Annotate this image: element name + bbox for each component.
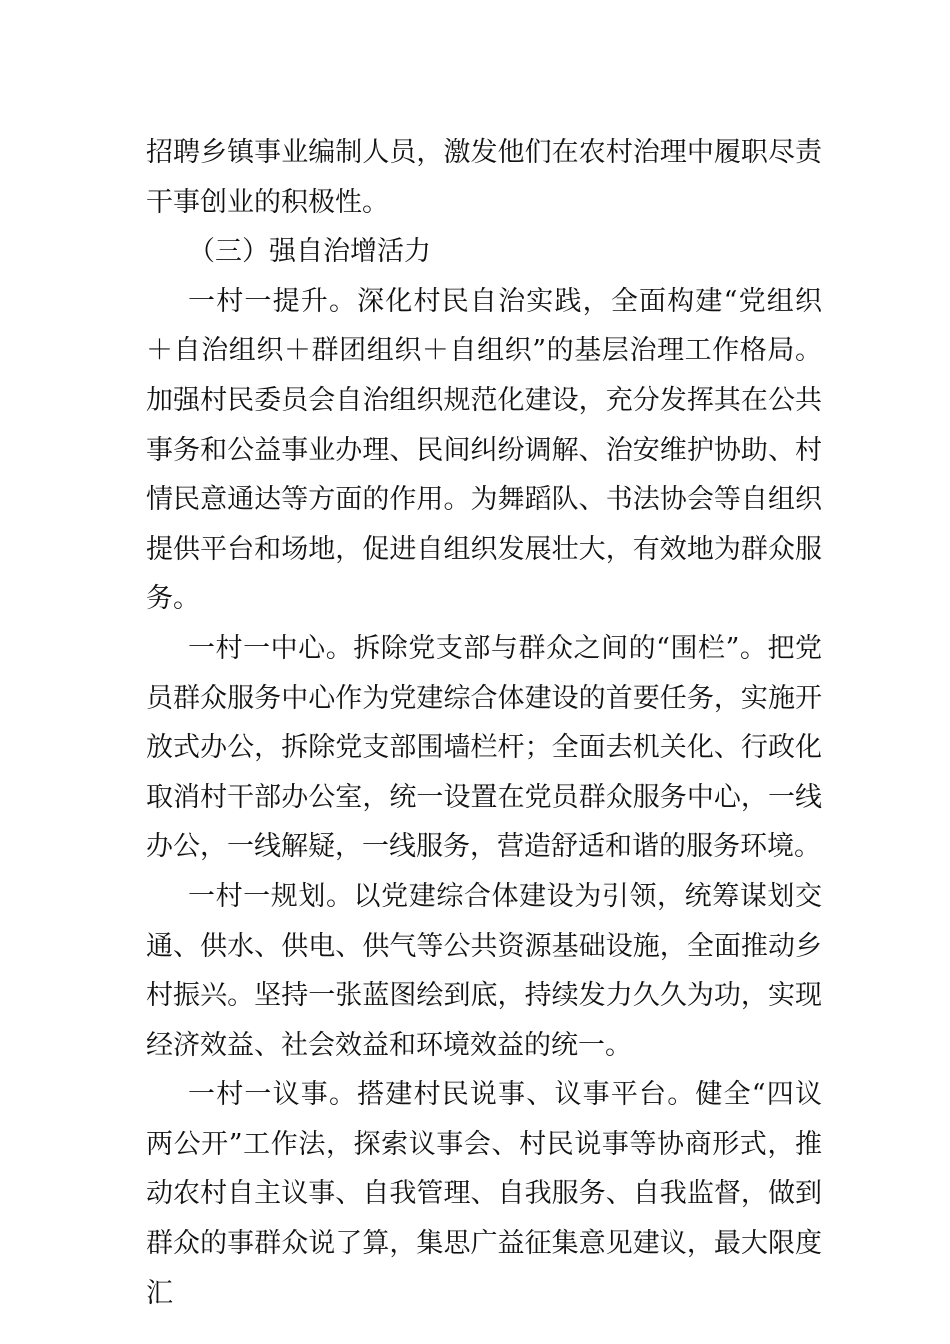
paragraph-one-village-one-discussion: 一村一议事。搭建村民说事、议事平台。健全“四议两公开”工作法，探索议事会、村民说事等协商形式，推动农村自主议事、自我管理、自我服务、自我监督，做到群众的事群众说了算，集思广益征集意见建议，最大限度汇 <box>146 1079 822 1309</box>
paragraph-one-village-one-plan: 一村一规划。以党建综合体建设为引领，统筹谋划交通、供水、供电、供气等公共资源基础设施，全面推动乡村振兴。坚持一张蓝图绘到底，持续发力久久为功，实现经济效益、社会效益和环境效益的统一。 <box>146 880 822 1061</box>
section-heading: （三）强自治增活力 <box>188 236 431 268</box>
paragraph-one-village-one-upgrade: 一村一提升。深化村民自治实践，全面构建“党组织＋自治组织＋群团组织＋自组织”的基层治理工作格局。加强村民委员会自治组织规范化建设，充分发挥其在公共事务和公益事业办理、民间纠纷调解、治安维护协助、村情民意通达等方面的作用。为舞蹈队、书法协会等自组织提供平台和场地，促进自组织发展壮大，有效地为群众服务。 <box>146 285 822 615</box>
document-body <box>146 128 822 1318</box>
paragraph-one-village-one-center: 一村一中心。拆除党支部与群众之间的“围栏”。把党员群众服务中心作为党建综合体建设的首要任务，实施开放式办公，拆除党支部围墙栏杆；全面去机关化、行政化取消村干部办公室，统一设置在党员群众服务中心，一线办公，一线解疑，一线服务，营造舒适和谐的服务环境。 <box>146 632 822 863</box>
paragraph-continuation: 招聘乡镇事业编制人员，激发他们在农村治理中履职尽责干事创业的积极性。 <box>146 137 822 218</box>
